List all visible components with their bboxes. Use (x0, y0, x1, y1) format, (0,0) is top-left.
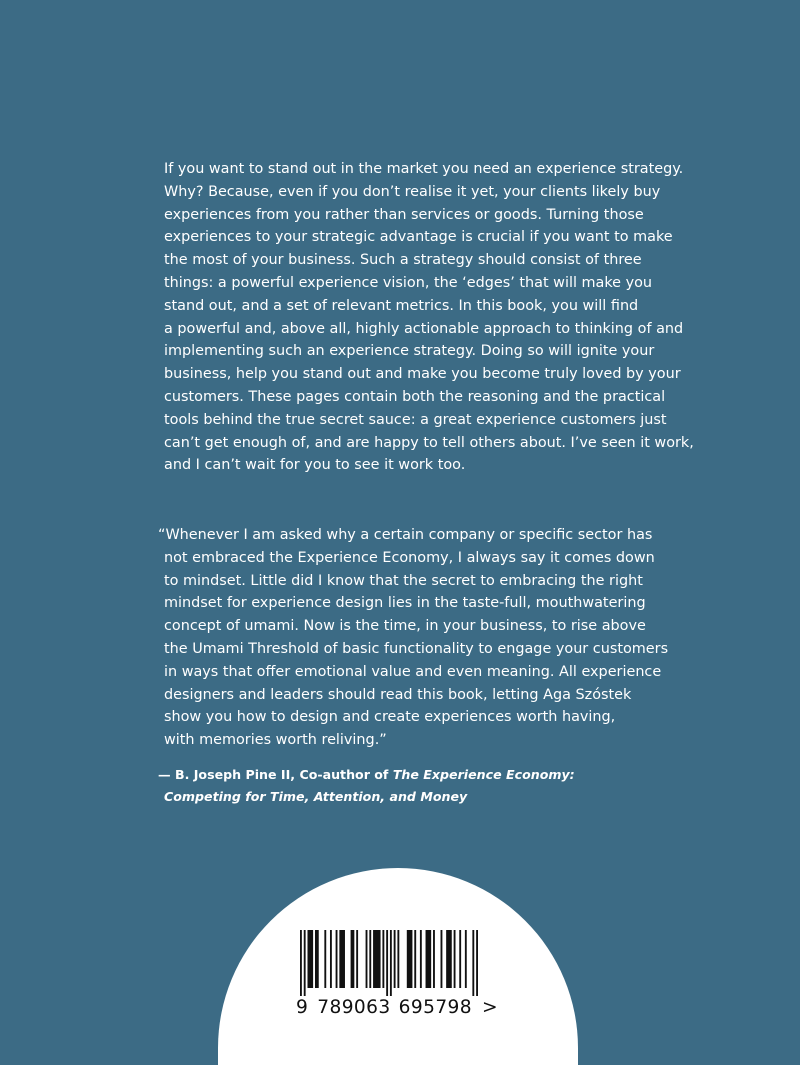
blurb-line: implementing such an experience strategy. Doing so will ignite your (164, 343, 655, 360)
barcode-bar (414, 930, 416, 988)
quote-line: show you how to design and create experiences worth having, (164, 709, 616, 726)
barcode-bar (454, 930, 456, 988)
blurb-line: If you want to stand out in the market you need an experience strategy. (164, 161, 684, 177)
blurb-line: business, help you stand out and make you become truly loved by your (164, 366, 681, 383)
barcode-guard-bar (390, 930, 392, 996)
attribution-author: — B. Joseph Pine II, Co-author of (158, 767, 393, 782)
barcode-guard-bar (304, 930, 306, 996)
blurb-line: can’t get enough of, and are happy to tell others about. I’ve seen it work, (164, 434, 694, 451)
isbn-first-digit: 9 (296, 997, 309, 1018)
barcode-bar (407, 930, 413, 988)
barcode-guard-bar (472, 930, 474, 996)
barcode-bar (382, 930, 384, 988)
blurb-line: the most of your business. Such a strategy should consist of three (164, 252, 642, 269)
barcode-bar (366, 930, 368, 988)
isbn-group-2: 695798 (398, 997, 473, 1018)
blurb-line: and I can’t wait for you to see it work too. (164, 457, 466, 474)
barcode-bar (426, 930, 432, 988)
barcode-bar (315, 930, 319, 988)
attribution-line-1 (158, 764, 658, 786)
blurb-line: stand out, and a set of relevant metrics. In this book, you will find (164, 297, 639, 314)
barcode-bar (459, 930, 461, 988)
barcode-bar (394, 930, 396, 988)
barcode-image (300, 930, 478, 996)
quote-line: concept of umami. Now is the time, in your business, to rise above (164, 618, 646, 635)
blurb-line: experiences from you rather than services or goods. Turning those (164, 206, 644, 223)
barcode-bar (307, 930, 313, 988)
blurb-line: customers. These pages contain both the reasoning and the practical (164, 388, 666, 405)
barcode-bar (441, 930, 443, 988)
endorsement-quote (158, 524, 669, 752)
blurb-line: tools behind the true secret sauce: a great experience customers just (164, 411, 667, 428)
quote-line: not embraced the Experience Economy, I always say it comes down (164, 549, 655, 566)
barcode-bar (420, 930, 422, 988)
attribution-line-2 (158, 786, 658, 808)
barcode-bar (397, 930, 399, 988)
isbn-quiet-zone-marker: > (482, 997, 498, 1018)
blurb-text (164, 158, 694, 477)
barcode-bar (330, 930, 332, 988)
barcode-bar (356, 930, 358, 988)
barcode-bar (351, 930, 355, 988)
barcode-guard-bar (476, 930, 478, 996)
blurb-line: things: a powerful experience vision, the ‘edges’ that will make you (164, 274, 653, 291)
isbn-number (296, 997, 498, 1018)
quote-line: designers and leaders should read this book, letting Aga Szóstek (164, 686, 632, 703)
barcode-bar (369, 930, 371, 988)
isbn-group-1: 789063 (317, 997, 391, 1018)
barcode-bar (465, 930, 467, 988)
barcode-guard-bar (300, 930, 302, 996)
barcode-bar (339, 930, 345, 988)
attribution-book-subtitle: Competing for Time, Attention, and Money (164, 789, 468, 804)
blurb-line: Why? Because, even if you don’t realise it yet, your clients likely buy (164, 183, 661, 200)
barcode-bar (433, 930, 435, 988)
barcode-bar (336, 930, 338, 988)
barcode-bar (373, 930, 380, 988)
quote-line: the Umami Threshold of basic functionality to engage your customers (164, 640, 669, 657)
quote-line: with memories worth reliving.” (164, 732, 387, 749)
quote-line: mindset for experience design lies in the taste-full, mouthwatering (164, 595, 646, 612)
quote-line: “Whenever I am asked why a certain company or specific sector has (158, 527, 653, 543)
barcode-bar (446, 930, 452, 988)
barcode-bar (324, 930, 326, 988)
quote-line: in ways that offer emotional value and even meaning. All experience (164, 663, 662, 680)
blurb-line: experiences to your strategic advantage is crucial if you want to make (164, 229, 673, 246)
attribution-book-title: The Experience Economy: (392, 767, 575, 782)
blurb-line: a powerful and, above all, highly actionable approach to thinking of and (164, 320, 684, 337)
quote-attribution (158, 764, 658, 808)
quote-line: to mindset. Little did I know that the secret to embracing the right (164, 572, 643, 589)
barcode-guard-bar (386, 930, 388, 996)
